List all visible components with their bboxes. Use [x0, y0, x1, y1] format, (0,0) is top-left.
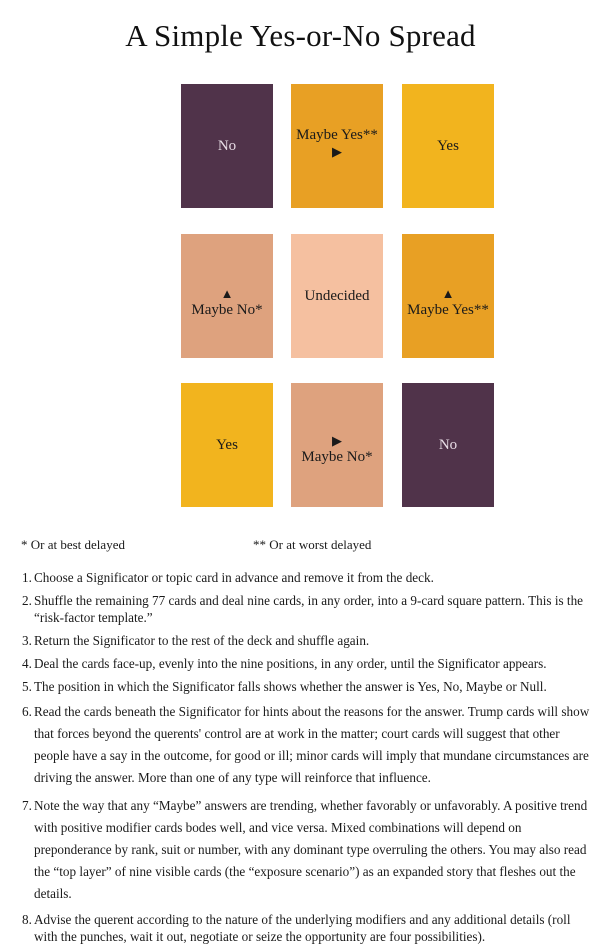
step-item — [22, 592, 597, 626]
card-label: Maybe No* — [301, 448, 373, 465]
step-text: The position in which the Significator falls shows whether the answer is Yes, No, Maybe or Null. — [34, 679, 547, 694]
card-label: Maybe Yes** — [296, 126, 378, 143]
card-no-bottom-right — [402, 383, 494, 507]
step-text: Note the way that any “Maybe” answers are trending, whether favorably or unfavorably. A positive trend with positive modifier cards bodes well, and vice versa. Mixed combinations will depend on preponderance by rank, suit or number, with any dominant type overruling the others. You may also read the “top layer” of nine visible cards (the “exposure scenario”) as an expanded story that fleshes out the details. — [34, 798, 588, 901]
step-number: 3. — [22, 633, 32, 648]
step-item — [22, 569, 597, 586]
card-yes-bottom-left — [181, 383, 273, 507]
step-text: Shuffle the remaining 77 cards and deal nine cards, in any order, into a 9-card square pattern. This is the “risk-factor template.” — [34, 593, 584, 625]
step-item — [22, 911, 597, 945]
card-no-top-left — [181, 84, 273, 208]
card-maybe-yes-middle-right — [402, 234, 494, 358]
card-undecided-center — [291, 234, 383, 358]
card-label: Maybe No* — [191, 301, 263, 318]
step-number: 7. — [22, 798, 32, 813]
card-label: No — [217, 138, 237, 154]
arrow-up-icon: ▲ — [441, 285, 455, 301]
footnote-single-asterisk: * Or at best delayed — [21, 537, 125, 552]
card-label: No — [438, 437, 458, 453]
step-text: Choose a Significator or topic card in advance and remove it from the deck. — [34, 570, 434, 585]
arrow-right-icon: ▶ — [332, 432, 342, 448]
step-number: 2. — [22, 593, 32, 608]
card-maybe-no-bottom-center — [291, 383, 383, 507]
card-maybe-yes-top-center — [291, 84, 383, 208]
card-maybe-no-middle-left — [181, 234, 273, 358]
footnote-double-asterisk: ** Or at worst delayed — [253, 537, 372, 552]
step-text: Deal the cards face-up, evenly into the nine positions, in any order, until the Significator appears. — [34, 656, 547, 671]
step-item — [22, 701, 597, 789]
card-label: Undecided — [304, 288, 370, 304]
arrow-up-icon: ▲ — [220, 285, 234, 301]
step-text: Advise the querent according to the nature of the underlying modifiers and any additional details (roll with the punches, wait it out, negotiate or seize the opportunity are four possibilities). — [34, 912, 571, 944]
step-number: 5. — [22, 679, 32, 694]
card-label: Yes — [437, 138, 459, 154]
arrow-right-icon: ▶ — [332, 143, 342, 159]
step-number: 6. — [22, 704, 32, 719]
instructions-list — [22, 569, 597, 951]
step-number: 8. — [22, 912, 32, 927]
step-item — [22, 632, 597, 649]
step-number: 1. — [22, 570, 32, 585]
card-label: Maybe Yes** — [407, 301, 489, 318]
step-number: 4. — [22, 656, 32, 671]
step-item — [22, 795, 597, 905]
card-label: Yes — [216, 437, 238, 453]
step-text: Return the Significator to the rest of the deck and shuffle again. — [34, 633, 370, 648]
page-title: A Simple Yes-or-No Spread — [125, 18, 476, 53]
step-item — [22, 655, 597, 672]
step-text: Read the cards beneath the Significator for hints about the reasons for the answer. Trump cards will show that forces beyond the querents' control are at work in the matter; court cards will suggest that other people have a say in the outcome, for good or ill; minor cards will imply that mundane circumstances are driving the answer. More than one of any type will reinforce that influence. — [34, 704, 590, 785]
card-yes-top-right — [402, 84, 494, 208]
step-item — [22, 678, 597, 695]
